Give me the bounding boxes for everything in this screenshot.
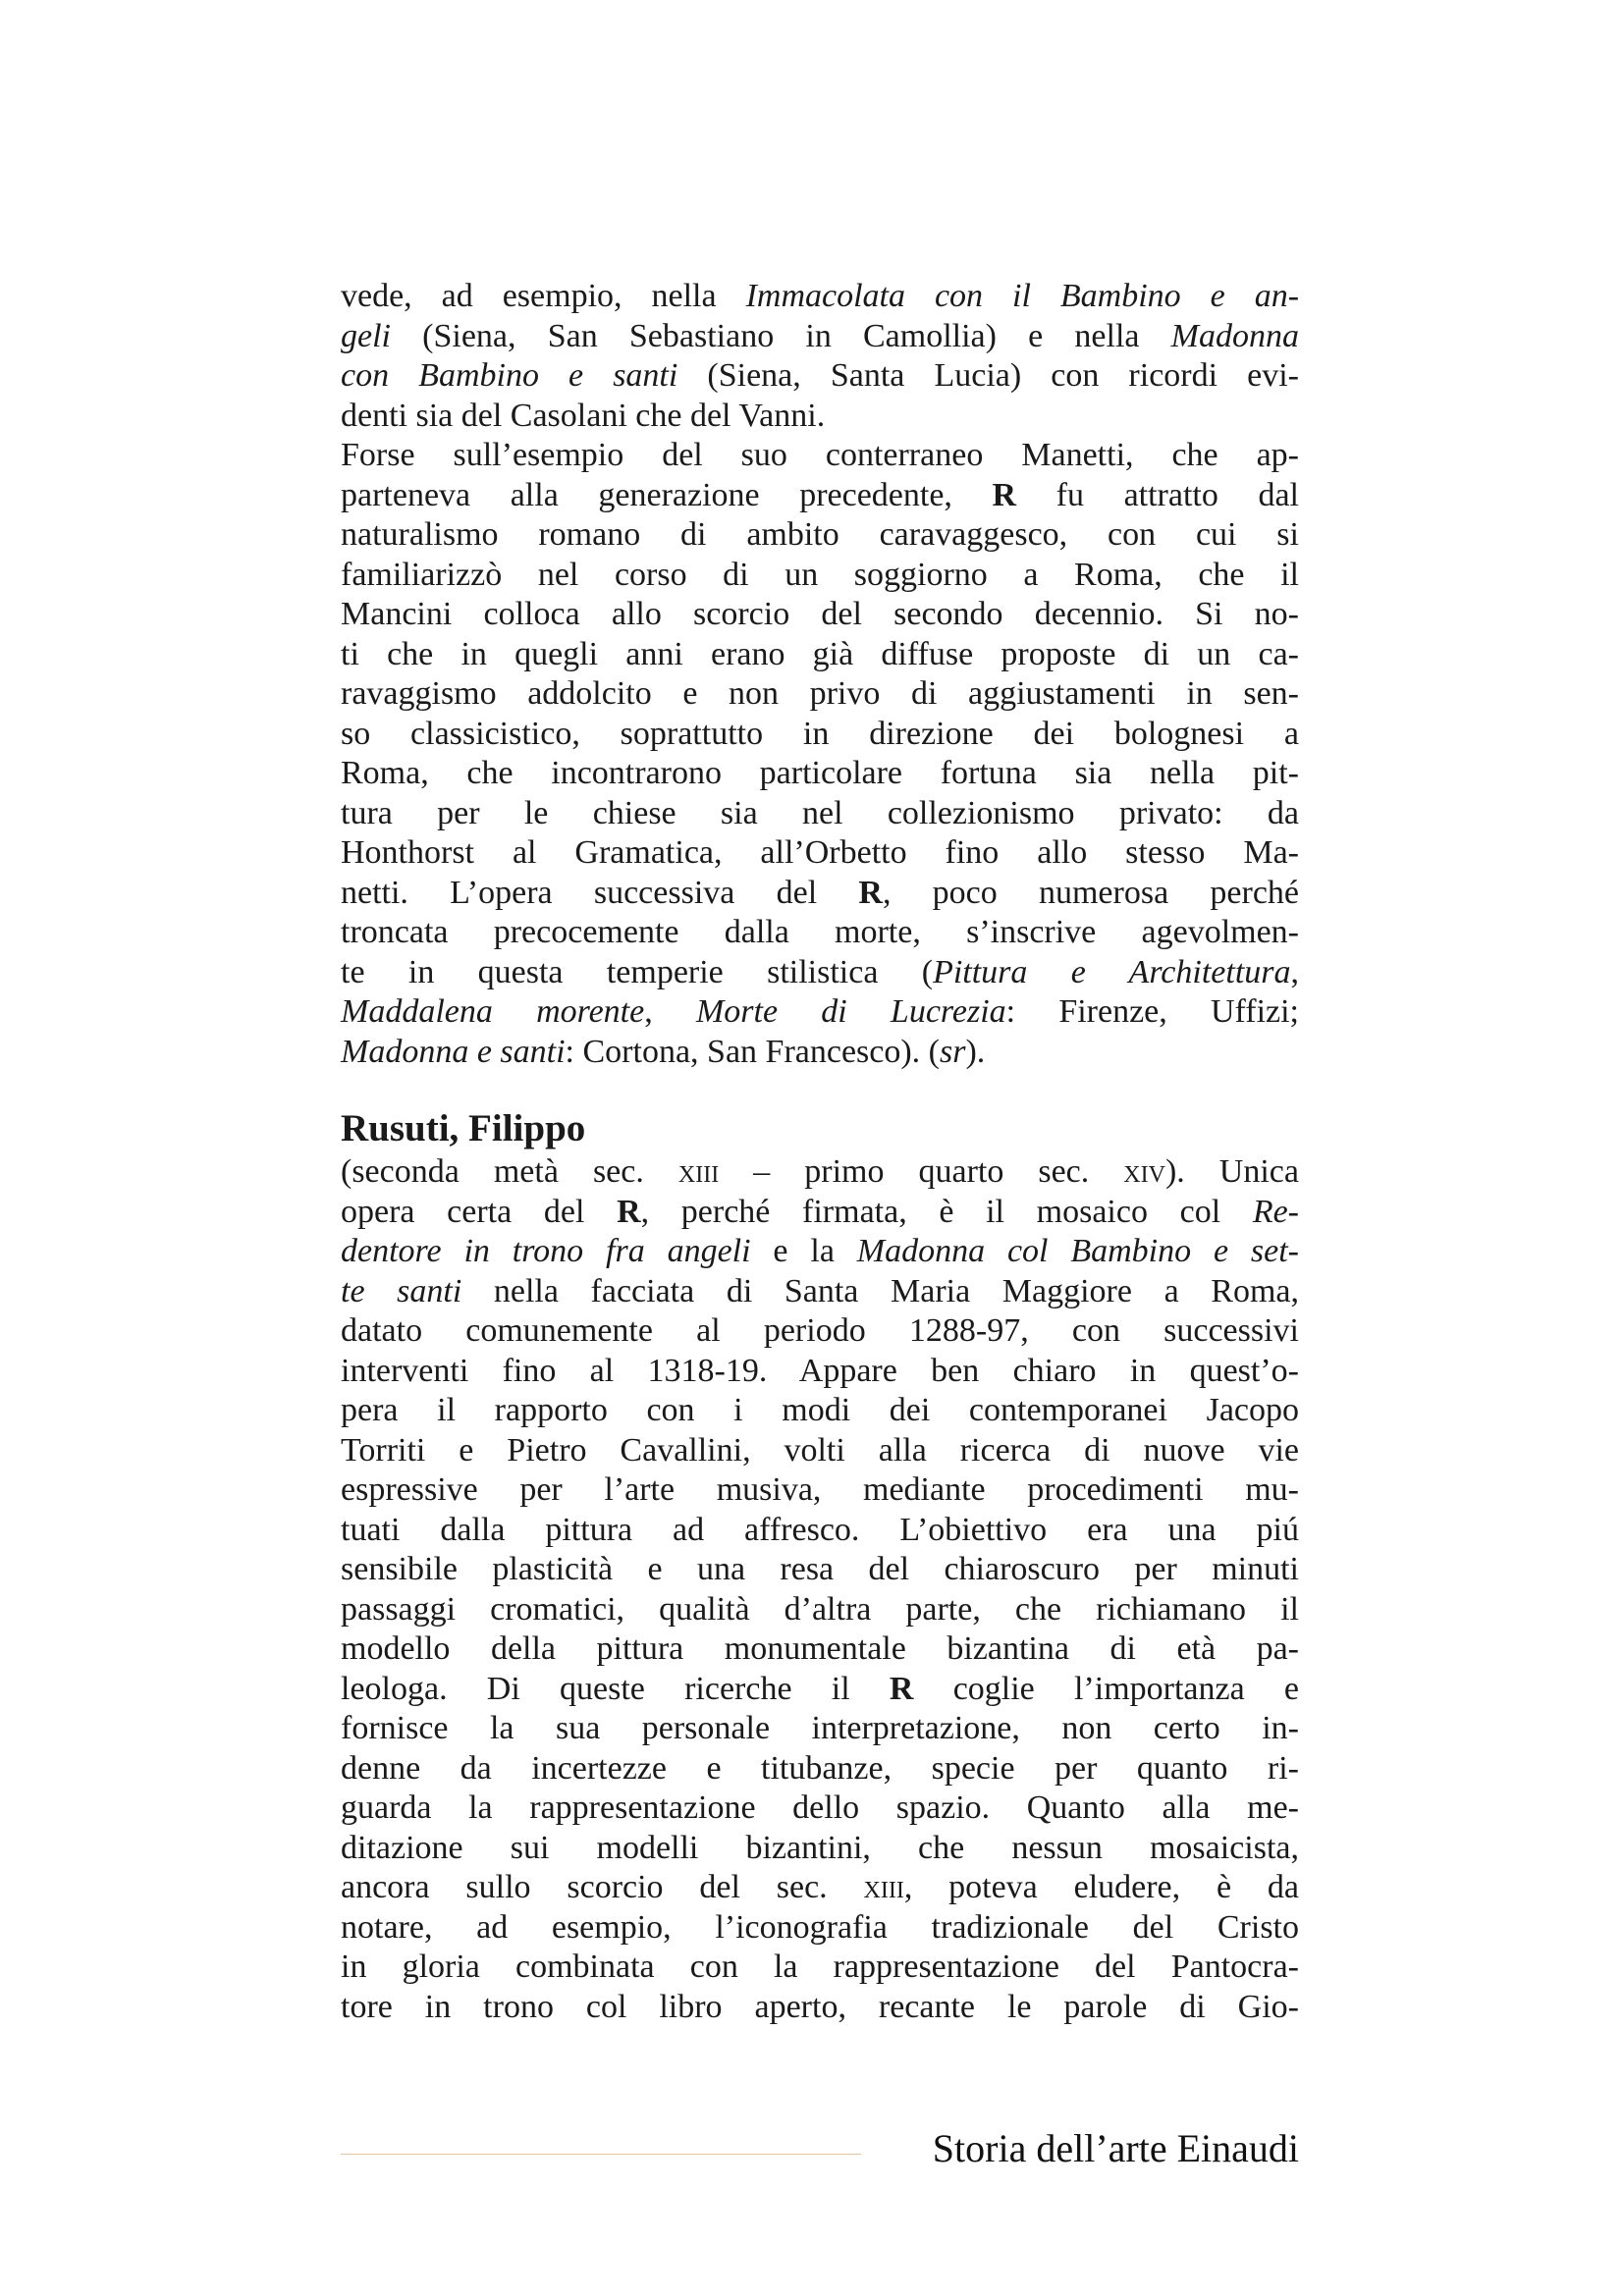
text-line: parteneva alla generazione precedente, R fu attratto dal [341,476,1299,513]
text-line: denti sia del Casolani che del Vanni. [341,397,826,434]
text-line: tore in trono col libro aperto, recante le parole di Gio- [341,1988,1299,2025]
footer-rule [341,2154,861,2155]
text-line: naturalismo romano di ambito caravaggesco, con cui si [341,516,1299,553]
text-line: Madonna e santi: Cortona, San Francesco). (sr). [341,1033,986,1070]
text-line: in gloria combinata con la rappresentazione del Pantocra- [341,1949,1299,1985]
text-line: so classicistico, soprattutto in direzione dei bolognesi a [341,715,1299,752]
text-line: fornisce la sua personale interpretazione, non certo in- [341,1710,1299,1746]
entry-rusuti [341,1105,1299,2027]
text-line: pera il rapporto con i modi dei contemporanei Jacopo [341,1392,1299,1428]
entry-heading: Rusuti, Filippo [341,1107,586,1149]
page-footer [341,2124,1299,2173]
entry-continuation [341,277,1299,1072]
text-line: guarda la rappresentazione dello spazio. Quanto alla me- [341,1789,1299,1826]
text-line: espressive per l’arte musiva, mediante procedimenti mu- [341,1471,1299,1508]
text-line: datato comunemente al periodo 1288-97, con successivi [341,1312,1299,1349]
text-line: interventi fino al 1318-19. Appare ben chiaro in quest’o- [341,1352,1299,1389]
text-line: (seconda metà sec. xiii – primo quarto sec. xiv). Unica [341,1153,1299,1190]
text-line: Roma, che incontrarono particolare fortuna sia nella pit- [341,755,1299,791]
text-line: netti. L’opera successiva del R, poco numerosa perché [341,874,1299,911]
text-line: Honthorst al Gramatica, all’Orbetto fino allo stesso Ma- [341,834,1299,871]
text-line: Forse sull’esempio del suo conterraneo Manetti, che ap- [341,437,1299,473]
text-line: Torriti e Pietro Cavallini, volti alla ricerca di nuove vie [341,1431,1299,1468]
text-line: Maddalena morente, Morte di Lucrezia: Firenze, Uffizi; [341,993,1299,1030]
text-line: notare, ad esempio, l’iconografia tradizionale del Cristo [341,1908,1299,1946]
text-line: con Bambino e santi (Siena, Santa Lucia) con ricordi evi- [341,357,1300,394]
text-line: passaggi cromatici, qualità d’altra parte, che richiamano il [341,1590,1299,1628]
text-line: vede, ad esempio, nella Immacolata con il Bambino e an- [341,278,1300,314]
text-line: ditazione sui modelli bizantini, che nessun mosaicista, [341,1829,1299,1866]
text-line: te santi nella facciata di Santa Maria Maggiore a Roma, [341,1272,1299,1309]
text-line: troncata precocemente dalla morte, s’inscrive agevolmen- [341,914,1299,950]
text-line: tura per le chiese sia nel collezionismo privato: da [341,794,1299,831]
text-line: tuati dalla pittura ad affresco. L’obiettivo era una piú [341,1511,1299,1548]
text-line: opera certa del R, perché firmata, è il mosaico col Re- [341,1193,1299,1230]
text-line: leologa. Di queste ricerche il R coglie l’importanza e [341,1670,1300,1707]
footer-title: Storia dell’arte Einaudi [932,2126,1299,2170]
text-line: te in questa temperie stilistica (Pittura e Architettura, [341,953,1299,990]
text-line: denne da incertezze e titubanze, specie per quanto ri- [341,1749,1299,1787]
text-line: ravaggismo addolcito e non privo di aggiustamenti in sen- [341,675,1299,712]
text-line: ti che in quegli anni erano già diffuse proposte di un ca- [341,635,1299,672]
text-line: ancora sullo scorcio del sec. xiii, poteva eludere, è da [341,1869,1299,1905]
text-line: modello della pittura monumentale bizantina di età pa- [341,1630,1299,1667]
text-line: familiarizzò nel corso di un soggiorno a Roma, che il [341,556,1299,593]
text-line: dentore in trono fra angeli e la Madonna col Bambino e set- [341,1233,1300,1269]
text-line: Mancini colloca allo scorcio del secondo decennio. Si no- [341,596,1299,632]
text-line: sensibile plasticità e una resa del chiaroscuro per minuti [341,1551,1299,1587]
text-line: geli (Siena, San Sebastiano in Camollia) e nella Madonna [341,317,1299,354]
